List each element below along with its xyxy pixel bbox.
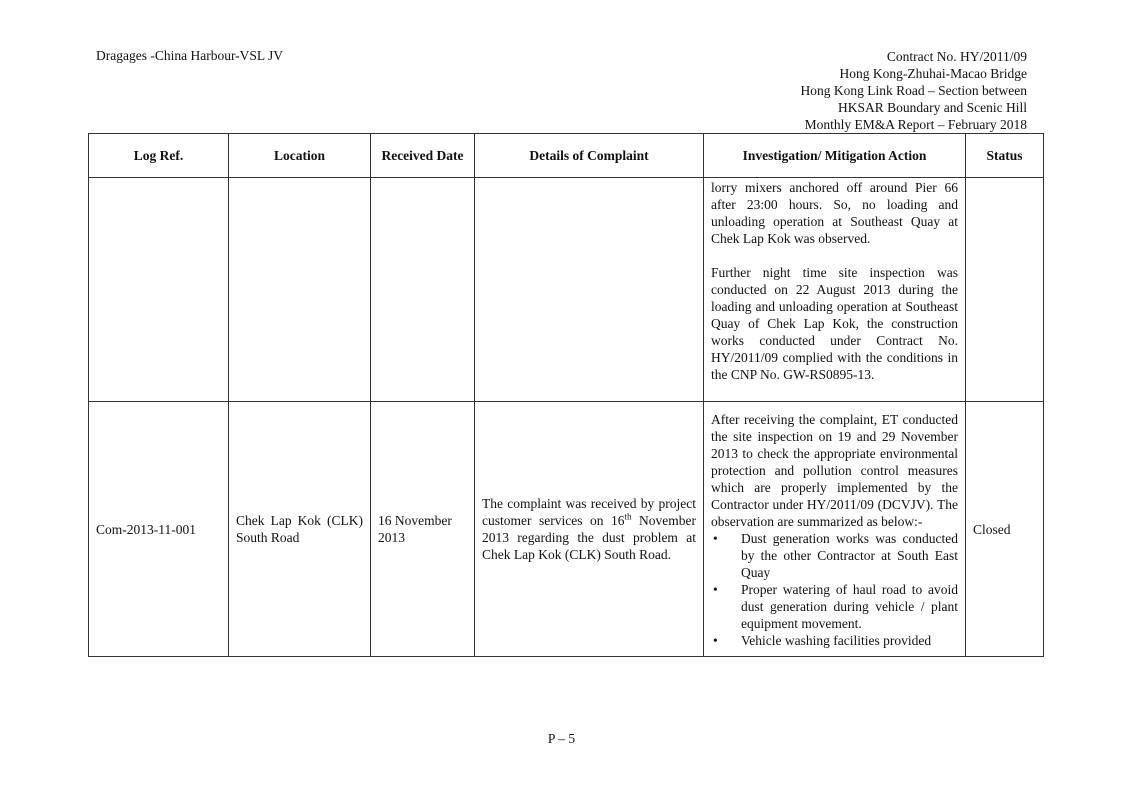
cell-details bbox=[475, 402, 704, 657]
action-intro: After receiving the complaint, ET conducted the site inspection on 19 and 29 November 2013 to check the appropriate environmental protection and pollution control measures which are properly implemented by the Contractor under HY/2011/09 (DCVJV). The observation are summarized as below:- bbox=[711, 411, 958, 529]
bullet-icon: • bbox=[713, 632, 718, 648]
action-paragraph: Further night time site inspection was conducted on 22 August 2013 during the loading and unloading operation at Southeast Quay of Chek Lap Kok, the construction works conducted under Contract No. HY/2011/09 complied with the conditions in the CNP No. GW-RS0895-13. bbox=[711, 265, 958, 382]
cell-status: Closed bbox=[966, 402, 1044, 657]
cell-status bbox=[966, 178, 1044, 402]
bullet-icon: • bbox=[713, 530, 718, 546]
details-text-end: November 2013 regarding the dust problem at Chek Lap Kok (CLK) South Road. bbox=[482, 513, 697, 562]
col-header-received-date: Received Date bbox=[371, 134, 475, 178]
cell-location bbox=[229, 178, 371, 402]
list-item bbox=[711, 632, 958, 649]
cell-details bbox=[475, 178, 704, 402]
list-item bbox=[711, 530, 958, 581]
details-text-start: The complaint was received by project customer services on 16 bbox=[482, 496, 696, 528]
col-header-status: Status bbox=[966, 134, 1044, 178]
list-item-text: Vehicle washing facilities provided bbox=[741, 632, 932, 648]
observation-list bbox=[711, 530, 958, 649]
project-section-cont: HKSAR Boundary and Scenic Hill bbox=[838, 100, 1027, 115]
cell-action bbox=[704, 402, 966, 657]
cell-location: Chek Lap Kok (CLK) South Road bbox=[229, 402, 371, 657]
project-name: Hong Kong-Zhuhai-Macao Bridge bbox=[839, 66, 1027, 81]
col-header-details: Details of Complaint bbox=[475, 134, 704, 178]
cell-log-ref: Com-2013-11-001 bbox=[89, 402, 229, 657]
cell-log-ref bbox=[89, 178, 229, 402]
list-item-text: Proper watering of haul road to avoid dust generation during vehicle / plant equipment movement. bbox=[741, 581, 958, 631]
contract-header bbox=[801, 48, 1027, 133]
list-item bbox=[711, 581, 958, 632]
report-title: Monthly EM&A Report – February 2018 bbox=[804, 117, 1027, 132]
table-row bbox=[89, 178, 1044, 402]
company-name: Dragages -China Harbour-VSL JV bbox=[96, 48, 284, 63]
details-superscript: th bbox=[624, 511, 632, 522]
page-number: P – 5 bbox=[547, 731, 576, 746]
bullet-icon: • bbox=[713, 581, 718, 597]
col-header-log-ref: Log Ref. bbox=[89, 134, 229, 178]
action-paragraph: lorry mixers anchored off around Pier 66 after 23:00 hours. So, no loading and unloading operation at Southeast Quay at Chek Lap Kok was observed. bbox=[711, 180, 958, 246]
contract-number: Contract No. HY/2011/09 bbox=[886, 49, 1027, 64]
table-header-row bbox=[89, 134, 1044, 178]
list-item-text: Dust generation works was conducted by the other Contractor at South East Quay bbox=[741, 530, 958, 580]
col-header-location: Location bbox=[229, 134, 371, 178]
cell-received-date: 16 November 2013 bbox=[371, 402, 475, 657]
cell-received-date bbox=[371, 178, 475, 402]
cell-action bbox=[704, 178, 966, 402]
complaint-log-table bbox=[88, 133, 1044, 657]
table-row bbox=[89, 402, 1044, 657]
project-section: Hong Kong Link Road – Section between bbox=[800, 83, 1027, 98]
col-header-action: Investigation/ Mitigation Action bbox=[704, 134, 966, 178]
